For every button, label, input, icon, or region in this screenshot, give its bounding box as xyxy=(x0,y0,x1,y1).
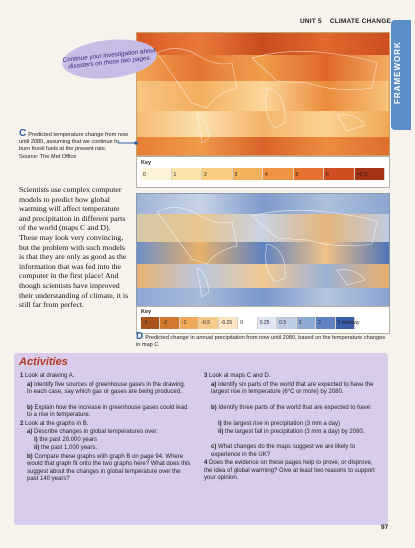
map-c-key xyxy=(136,156,390,188)
activity-item xyxy=(27,429,192,437)
activity-number: 1 xyxy=(20,373,26,379)
key-label: 1 xyxy=(173,172,177,178)
activity-number: ii) xyxy=(218,428,225,435)
activity-text: Look at the graphs in B. xyxy=(25,420,89,427)
map-d-key-title: Key xyxy=(141,309,152,315)
activity-item xyxy=(211,444,380,459)
activity-number: b) xyxy=(27,404,35,411)
key-label: -0.25 xyxy=(220,320,233,326)
topic-label: CLIMATE CHANGE xyxy=(329,18,391,25)
map-c-caption-text: Predicted temperature change from now until 2080, assuming that we continue to burn fossil fuels at the present rate. xyxy=(19,132,129,152)
map-d-caption-text: Predicted change in annual precipitation from now until 2080, based on the temperature changes in map C xyxy=(136,335,385,348)
activity-number: 2 xyxy=(20,420,26,427)
activity-text: Describe changes in global temperatures over: xyxy=(34,429,159,436)
body-paragraph: Scientists use complex computer models to predict how global warming will affect temperature and precipitation in different parts of the world (maps C and D). These may look very convincing, but the problem with such models is that they are only as good as the information that was fed into the computer in the first place! And though scientists have improved their understanding of climate, it is still far from perfect. xyxy=(19,185,129,310)
map-c-source: Source: The Met Office xyxy=(19,154,77,160)
map-c-key-swatches xyxy=(141,168,385,180)
activity-text: Compare these graphs with graph B on page 94. Where would that graph fit onto the two graphs here? What does this suggest about the changes in global temperature over the past 140 years? xyxy=(27,453,191,483)
activity-item xyxy=(27,382,192,397)
activity-number: a) xyxy=(27,429,35,436)
unit-label: UNIT 5 xyxy=(300,18,322,25)
key-label: 3 xyxy=(234,172,238,178)
map-c-key-title: Key xyxy=(141,160,152,166)
activity-item xyxy=(27,454,192,484)
activity-number: a) xyxy=(211,381,219,388)
activity-item xyxy=(218,421,380,429)
activity-text: Does the evidence on these pages help to prove, or disprove, the idea of global warming? Give at least two reasons to support your opinion. xyxy=(204,460,375,482)
key-label: >6°C xyxy=(356,172,368,178)
key-label: 6 xyxy=(326,172,329,178)
activity-number: a) xyxy=(27,381,35,388)
map-c-coastlines xyxy=(137,33,389,155)
key-label: 4 xyxy=(265,172,268,178)
activities-title: Activities xyxy=(19,356,68,368)
key-label: 0.25 xyxy=(259,320,270,326)
activity-number: 4 xyxy=(204,460,210,467)
key-label: -1 xyxy=(181,320,187,326)
key-label: 0 xyxy=(143,172,146,178)
map-d-key xyxy=(136,306,390,334)
map-c-letter: C xyxy=(19,128,27,139)
activity-item xyxy=(204,460,380,483)
activity-item xyxy=(34,445,192,453)
activity-item xyxy=(34,437,192,445)
activity-text: the largest rise in precipitation (3 mm a day) xyxy=(223,420,341,427)
activity-number: 3 xyxy=(204,373,210,379)
framework-tab-label: FRAMEWORK xyxy=(393,41,402,104)
activity-item xyxy=(27,405,192,420)
map-c-temperature xyxy=(136,32,390,156)
key-label: 1 xyxy=(298,320,302,326)
activity-text: Identify three parts of the world that are expected to have: xyxy=(218,404,372,411)
activity-number: b) xyxy=(27,453,35,460)
activity-number: i) xyxy=(34,437,40,444)
map-d-caption xyxy=(136,333,388,349)
activity-item xyxy=(204,373,380,381)
key-label: 5 xyxy=(295,172,299,178)
activity-text: What changes do the maps suggest we are likely to experience in the UK? xyxy=(211,444,356,458)
activity-number: ii) xyxy=(34,445,41,452)
activity-text: Look at maps C and D. xyxy=(209,373,271,379)
page-number: 97 xyxy=(381,524,389,531)
running-header xyxy=(300,18,397,25)
activity-item xyxy=(211,405,380,413)
activities-box xyxy=(14,353,388,525)
map-d-letter: D xyxy=(136,331,144,342)
map-d-key-swatches xyxy=(141,317,355,329)
activity-text: Explain how the increase in greenhouse gases could lead to a rise in temperature. xyxy=(27,404,188,419)
map-d-coastlines xyxy=(137,194,389,306)
key-label: 2 xyxy=(318,320,321,326)
activity-item xyxy=(211,382,380,397)
activity-text: Identify six parts of the world that are expected to have the largest rise in temperature (6°C or more) by 2080. xyxy=(211,381,374,396)
activity-item xyxy=(20,421,192,429)
activity-item xyxy=(20,373,192,381)
key-label: -2 xyxy=(162,320,167,326)
activity-item xyxy=(218,429,380,437)
key-label: 3 mm/day xyxy=(337,320,360,326)
activity-number: b) xyxy=(211,404,219,411)
key-label: 2 xyxy=(204,172,207,178)
activity-text: the past 20,000 years xyxy=(39,437,98,444)
map-c-caption xyxy=(19,130,131,161)
key-label: 0.5 xyxy=(279,320,287,326)
key-label: 0 xyxy=(240,320,244,326)
map-c-pointer xyxy=(118,141,138,145)
investigation-bubble: Continue your investigation about disasters on these two pages. xyxy=(60,35,158,83)
activity-text: Identify five sources of greenhouse gases in the drawing. In each case, say which gas or gases are being produced. xyxy=(27,381,186,396)
activity-text: the largest fall in precipitation (3 mm a day) by 2080. xyxy=(225,428,365,435)
activity-text: Look at drawing A. xyxy=(25,373,75,379)
activity-text: the past 1,000 years. xyxy=(41,445,98,452)
key-label: -0.5 xyxy=(201,320,210,326)
map-d-precipitation xyxy=(136,193,390,307)
key-label: -3 xyxy=(143,320,148,326)
activity-number: i) xyxy=(218,420,224,427)
activity-number: c) xyxy=(211,444,219,451)
